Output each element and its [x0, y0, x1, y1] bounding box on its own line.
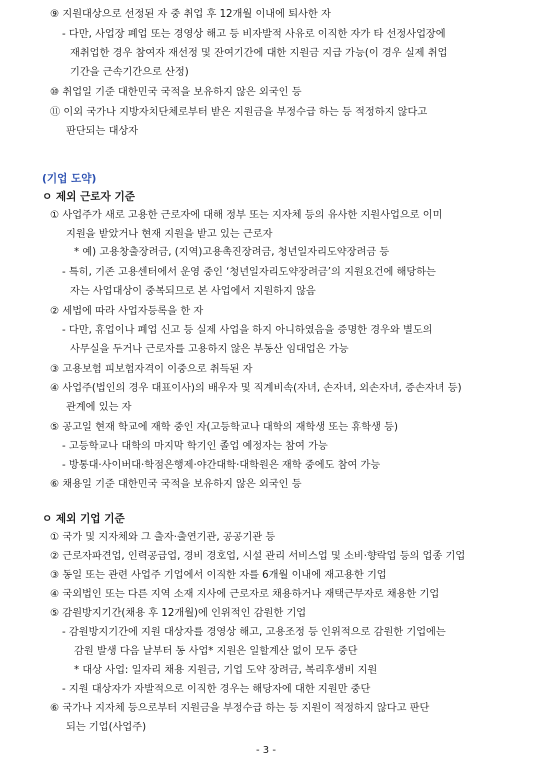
list-item: 사무실을 두거나 근로자를 고용하지 않은 부동산 임대업은 가능	[70, 344, 349, 355]
list-item: ③ 동일 또는 관련 사업주 기업에서 이직한 자를 6개월 이내에 재고용한 기업	[50, 570, 387, 581]
list-item: ⑤ 공고일 현재 학교에 재학 중인 자(고등학교나 대학의 재학생 또는 휴학생 등)	[50, 422, 398, 433]
list-item: ③ 고용보험 피보험자격이 이중으로 취득된 자	[50, 364, 253, 375]
list-item: 지원을 받았거나 현재 지원을 받고 있는 근로자	[66, 229, 273, 240]
list-item: 판단되는 대상자	[66, 126, 139, 137]
list-item: ④ 사업주(법인의 경우 대표이사)의 배우자 및 직계비속(자녀, 손자녀, 외손자녀, 증손자녀 등)	[50, 383, 462, 394]
list-item: * 대상 사업: 일자리 채용 지원금, 기업 도약 장려금, 복리후생비 지원	[74, 665, 378, 676]
list-item: ⑪ 이외 국가나 지방자치단체로부터 받은 지원금을 부정수급 하는 등 적정하지 않다고	[50, 107, 428, 118]
list-item: ④ 국외법인 또는 다른 지역 소재 지사에 근로자로 채용하거나 재택근무자로 채용한 기업	[50, 589, 440, 600]
list-item: 재취업한 경우 참여자 재선정 및 잔여기간에 대한 지원금 지급 가능(이 경우 실제 취업	[70, 48, 448, 59]
list-item: ⑥ 채용일 기준 대한민국 국적을 보유하지 않은 외국인 등	[50, 479, 302, 490]
list-item: ② 세법에 따라 사업자등록을 한 자	[50, 306, 204, 317]
list-item: ⑩ 취업일 기준 대한민국 국적을 보유하지 않은 외국인 등	[50, 87, 302, 98]
company-heading: ㅇ 제외 기업 기준	[42, 513, 125, 525]
list-item: - 특히, 기존 고용센터에서 운영 중인 ‘청년일자리도약장려금’의 지원요건에 해당하는	[62, 267, 436, 278]
list-item: * 예) 고용창출장려금, (지역)고용촉진장려금, 청년일자리도약장려금 등	[74, 247, 390, 258]
list-item: ① 국가 및 지자체와 그 출자·출연기관, 공공기관 등	[50, 532, 276, 543]
list-item: - 다만, 휴업이나 폐업 신고 등 실제 사업을 하지 아니하였음을 증명한 경우와 별도의	[62, 325, 433, 336]
list-item: - 방통대·사이버대·학점은행제·야간대학·대학원은 재학 중에도 참여 가능	[62, 460, 381, 471]
worker-heading: ㅇ 제외 근로자 기준	[42, 191, 135, 203]
section-title: (기업 도약)	[42, 173, 97, 185]
list-item: 되는 기업(사업주)	[66, 722, 147, 733]
list-item: ⑥ 국가나 지자체 등으로부터 지원금을 부정수급 하는 등 지원이 적정하지 않다고 판단	[50, 703, 430, 714]
list-item: 관계에 있는 자	[66, 402, 132, 413]
list-item: ① 사업주가 새로 고용한 근로자에 대해 정부 또는 지자체 등의 유사한 지원사업으로 이미	[50, 210, 443, 221]
list-item: - 다만, 사업장 폐업 또는 경영상 해고 등 비자발적 사유로 이직한 자가 타 선정사업장에	[62, 29, 446, 40]
list-item: ⑤ 감원방지기간(채용 후 12개월)에 인위적인 감원한 기업	[50, 608, 307, 619]
list-item: - 지원 대상자가 자발적으로 이직한 경우는 해당자에 대한 지원만 중단	[62, 684, 371, 695]
list-item: ⑨ 지원대상으로 선정된 자 중 취업 후 12개월 이내에 퇴사한 자	[50, 9, 331, 20]
list-item: 감원 발생 다음 날부터 동 사업* 지원은 일할계산 없이 모두 중단	[74, 646, 358, 657]
list-item: 기간을 근속기간으로 산정)	[70, 67, 189, 78]
list-item: 자는 사업대상이 중복되므로 본 사업에서 지원하지 않음	[70, 286, 316, 297]
page-number: - 3 -	[256, 745, 276, 756]
list-item: - 고등학교나 대학의 마지막 학기인 졸업 예정자는 참여 가능	[62, 441, 328, 452]
list-item: ② 근로자파견업, 인력공급업, 경비 경호업, 시설 관리 서비스업 및 소비·향락업 등의 업종 기업	[50, 551, 466, 562]
list-item: - 감원방지기간에 지원 대상자를 경영상 해고, 고용조정 등 인위적으로 감원한 기업에는	[62, 627, 446, 638]
